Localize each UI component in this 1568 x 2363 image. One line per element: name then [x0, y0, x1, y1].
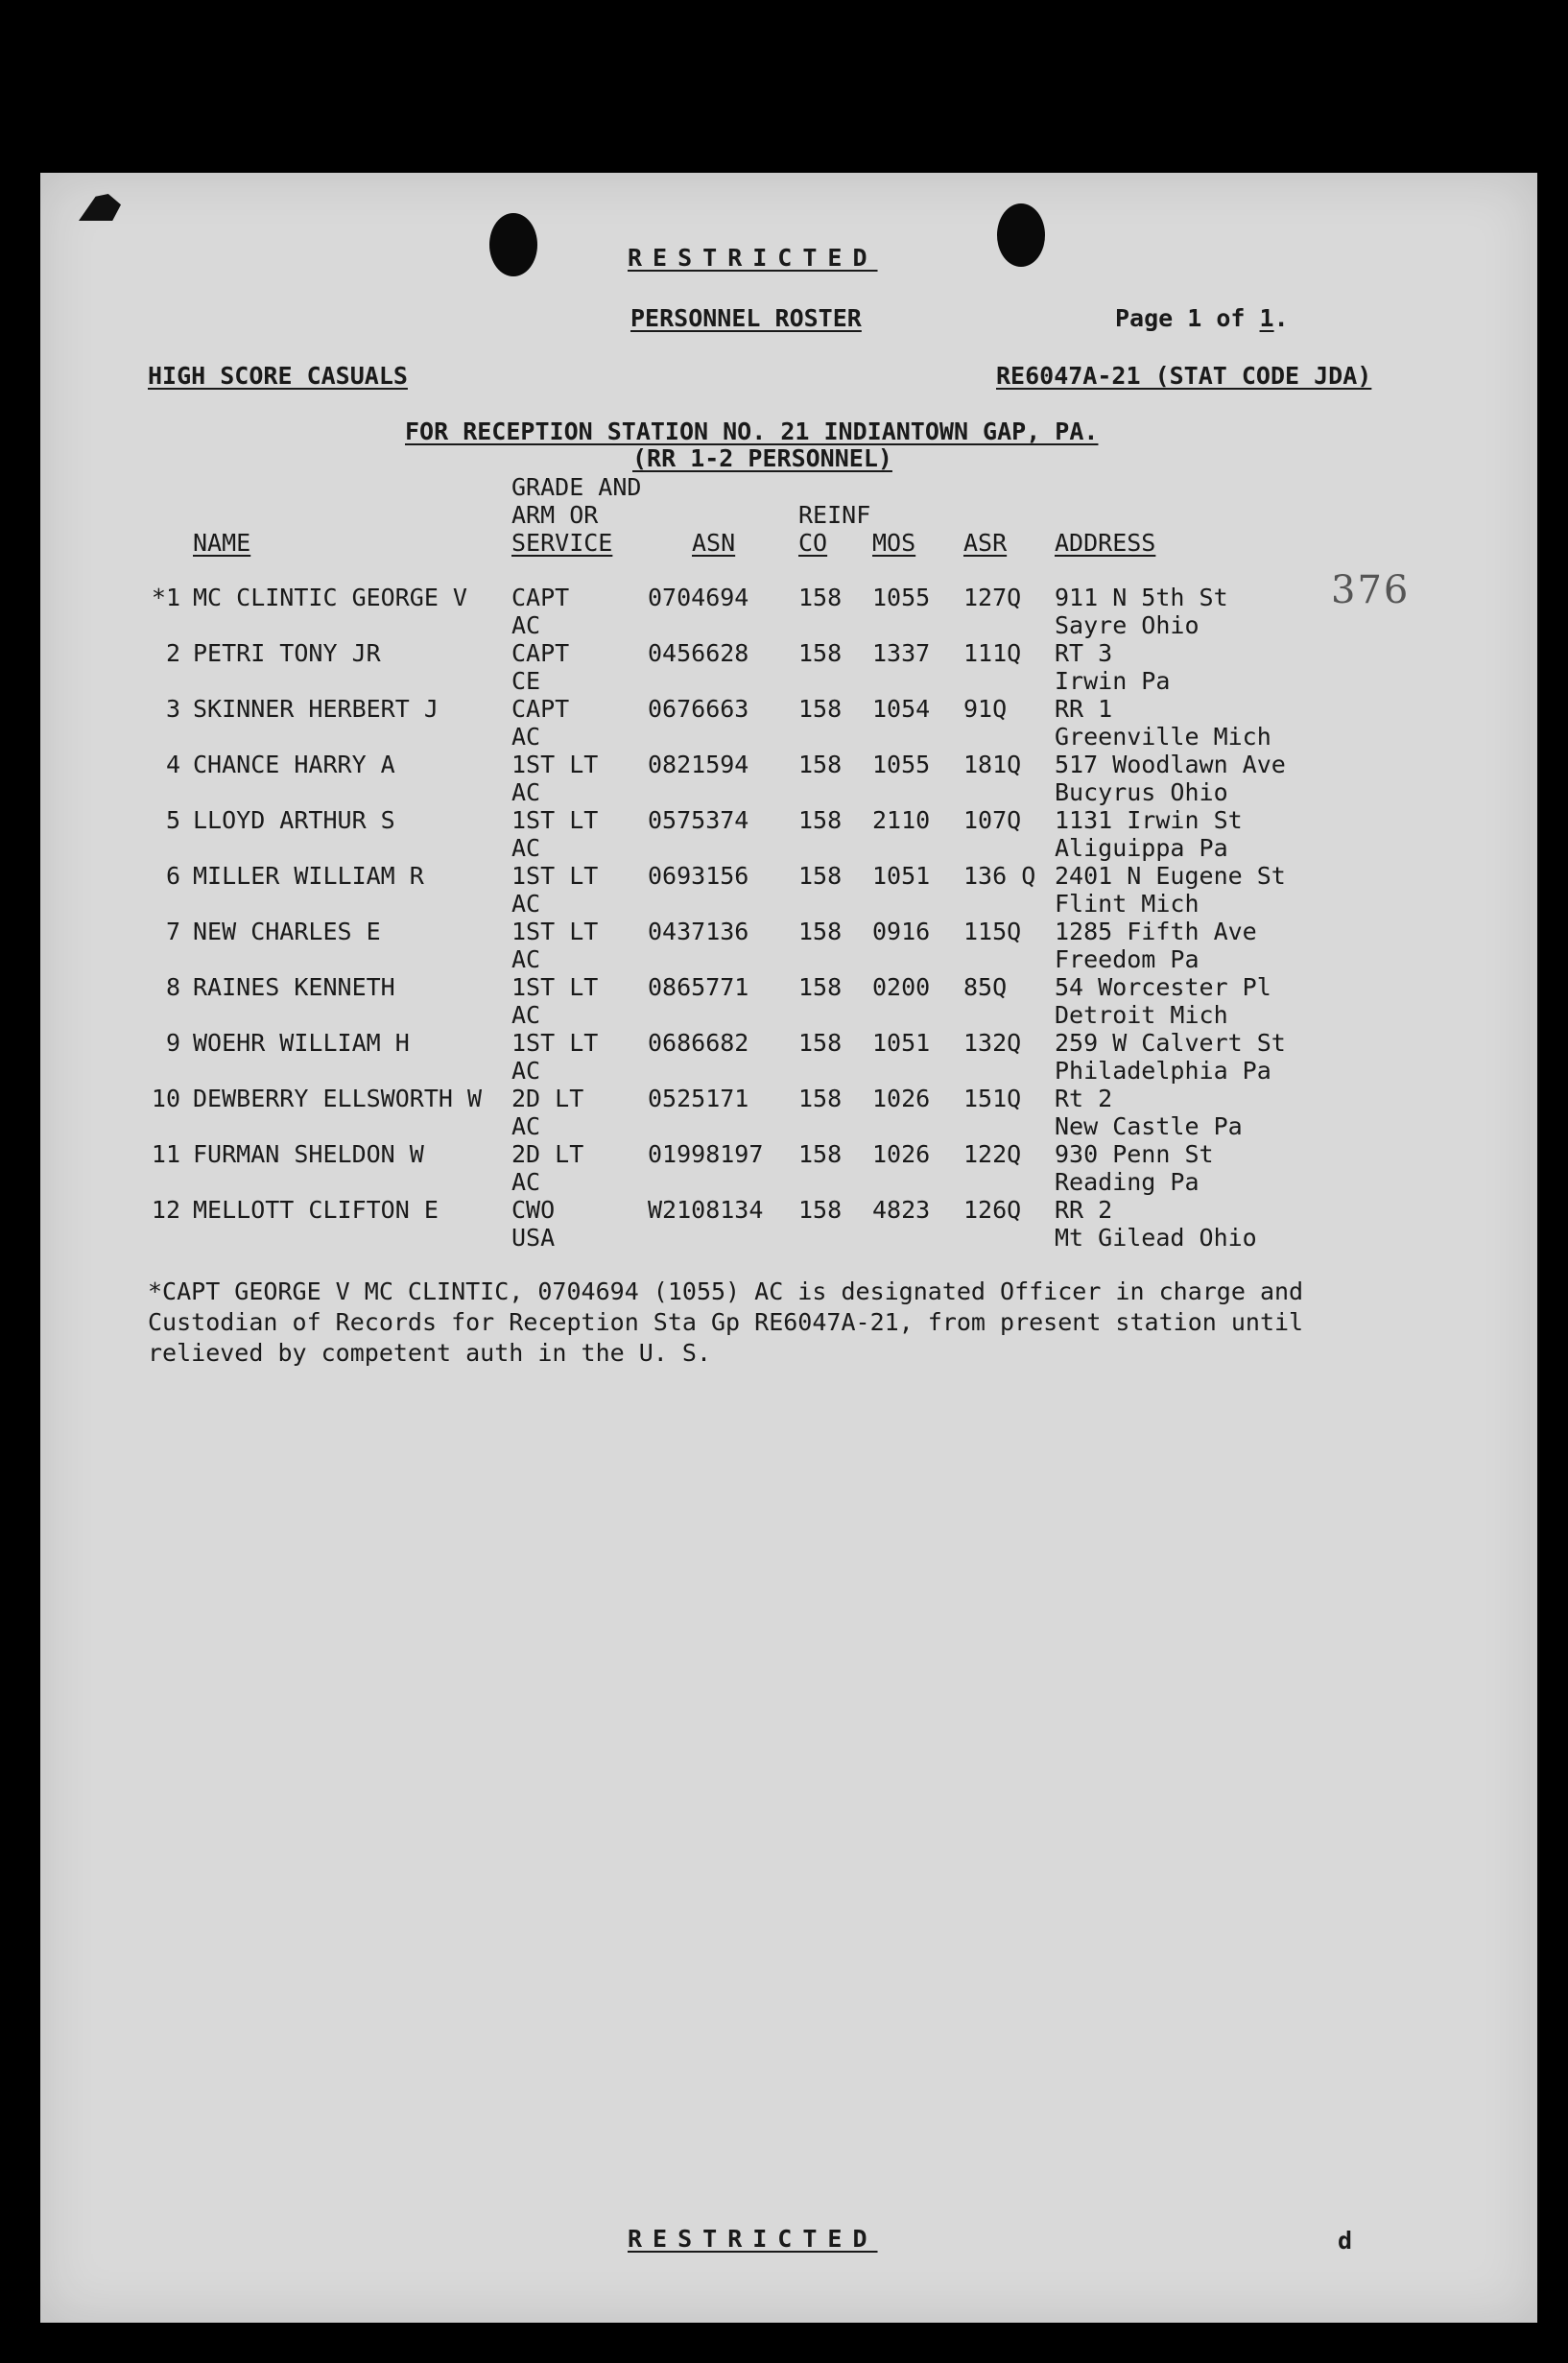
row-asn: 0575374: [648, 806, 749, 834]
row-arm: AC: [511, 834, 541, 862]
row-number: 4: [165, 751, 180, 778]
row-co: 158: [798, 862, 843, 890]
row-number: 5: [165, 806, 180, 834]
row-mos: 0916: [872, 918, 931, 945]
table-row: [40, 639, 1537, 695]
col-co: CO: [798, 529, 828, 557]
row-asr: 151Q: [963, 1085, 1022, 1112]
row-arm: AC: [511, 1112, 541, 1140]
row-address-line2: Bucyrus Ohio: [1055, 778, 1228, 806]
row-arm: AC: [511, 1001, 541, 1029]
row-address-line2: Detroit Mich: [1055, 1001, 1228, 1029]
footnote: *CAPT GEORGE V MC CLINTIC, 0704694 (1055) AC is designated Officer in charge and Custodian of Records for Reception Sta Gp RE6047A-21, from present station until relieved by competent auth in the U. S.: [148, 1277, 1304, 1367]
row-number: 6: [165, 862, 180, 890]
row-mos: 1054: [872, 695, 931, 723]
station-line: FOR RECEPTION STATION NO. 21 INDIANTOWN GAP, PA.: [405, 418, 1099, 445]
punch-hole-left: [489, 213, 537, 276]
row-number: 2: [165, 639, 180, 667]
row-address-line2: Philadelphia Pa: [1055, 1057, 1271, 1085]
row-address-line2: Greenville Mich: [1055, 723, 1271, 751]
row-mos: 1051: [872, 862, 931, 890]
row-number: 7: [165, 918, 180, 945]
row-asn: 0437136: [648, 918, 749, 945]
row-number: *1: [151, 584, 180, 611]
row-mos: 1026: [872, 1085, 931, 1112]
row-name: FURMAN SHELDON W: [193, 1140, 424, 1168]
row-address-line1: 2401 N Eugene St: [1055, 862, 1286, 890]
row-address-line2: Freedom Pa: [1055, 945, 1200, 973]
row-grade: 2D LT: [511, 1140, 584, 1168]
row-grade: 1ST LT: [511, 751, 599, 778]
col-grade-line2: ARM OR: [511, 501, 599, 529]
table-row: [40, 806, 1537, 862]
row-address-line1: RT 3: [1055, 639, 1113, 667]
row-co: 158: [798, 1140, 843, 1168]
row-address-line1: 259 W Calvert St: [1055, 1029, 1286, 1057]
row-mos: 0200: [872, 973, 931, 1001]
row-arm: AC: [511, 890, 541, 918]
row-grade: 1ST LT: [511, 973, 599, 1001]
row-address-line2: Aliguippa Pa: [1055, 834, 1228, 862]
row-asr: 181Q: [963, 751, 1022, 778]
row-address-line1: 54 Worcester Pl: [1055, 973, 1271, 1001]
table-row: [40, 862, 1537, 918]
row-number: 3: [165, 695, 180, 723]
row-address-line1: 1285 Fifth Ave: [1055, 918, 1257, 945]
roster-title: PERSONNEL ROSTER: [630, 304, 862, 332]
torn-corner: [79, 194, 121, 221]
corner-mark: d: [1338, 2227, 1353, 2255]
row-co: 158: [798, 973, 843, 1001]
col-asn: ASN: [692, 529, 736, 557]
table-row: [40, 1196, 1537, 1252]
col-reinf: REINF: [798, 501, 871, 529]
row-asr: 111Q: [963, 639, 1022, 667]
row-mos: 2110: [872, 806, 931, 834]
row-co: 158: [798, 918, 843, 945]
row-address-line2: Flint Mich: [1055, 890, 1200, 918]
row-number: 10: [151, 1085, 180, 1112]
row-name: LLOYD ARTHUR S: [193, 806, 395, 834]
row-asr: 91Q: [963, 695, 1008, 723]
row-arm: AC: [511, 611, 541, 639]
row-name: PETRI TONY JR: [193, 639, 381, 667]
row-address-line1: 911 N 5th St: [1055, 584, 1228, 611]
row-address-line2: Mt Gilead Ohio: [1055, 1224, 1257, 1252]
row-name: WOEHR WILLIAM H: [193, 1029, 410, 1057]
row-asn: 0525171: [648, 1085, 749, 1112]
row-address-line1: 517 Woodlawn Ave: [1055, 751, 1286, 778]
row-co: 158: [798, 1085, 843, 1112]
col-mos: MOS: [872, 529, 916, 557]
row-asr: 126Q: [963, 1196, 1022, 1224]
col-grade-line3: SERVICE: [511, 529, 613, 557]
row-co: 158: [798, 639, 843, 667]
page-total: 1: [1259, 304, 1274, 332]
row-mos: 1026: [872, 1140, 931, 1168]
table-row: [40, 973, 1537, 1029]
row-address-line2: Sayre Ohio: [1055, 611, 1200, 639]
row-co: 158: [798, 751, 843, 778]
row-arm: AC: [511, 945, 541, 973]
row-asr: 122Q: [963, 1140, 1022, 1168]
row-address-line1: 930 Penn St: [1055, 1140, 1214, 1168]
row-address-line1: RR 2: [1055, 1196, 1113, 1224]
col-asr: ASR: [963, 529, 1008, 557]
row-name: DEWBERRY ELLSWORTH W: [193, 1085, 483, 1112]
row-name: MELLOTT CLIFTON E: [193, 1196, 439, 1224]
row-address-line1: 1131 Irwin St: [1055, 806, 1243, 834]
row-address-line1: RR 1: [1055, 695, 1113, 723]
table-row: [40, 1140, 1537, 1196]
row-co: 158: [798, 806, 843, 834]
restricted-header: RESTRICTED: [628, 244, 878, 272]
row-number: 12: [151, 1196, 180, 1224]
row-arm: AC: [511, 723, 541, 751]
row-grade: 1ST LT: [511, 862, 599, 890]
row-asr: 85Q: [963, 973, 1008, 1001]
document-page: [40, 173, 1537, 2323]
row-grade: 1ST LT: [511, 1029, 599, 1057]
table-row: [40, 1085, 1537, 1140]
row-mos: 1337: [872, 639, 931, 667]
row-mos: 1055: [872, 584, 931, 611]
row-arm: USA: [511, 1224, 556, 1252]
row-arm: AC: [511, 1168, 541, 1196]
row-co: 158: [798, 695, 843, 723]
row-arm: AC: [511, 1057, 541, 1085]
right-code: RE6047A-21 (STAT CODE JDA): [996, 362, 1372, 390]
row-grade: CWO: [511, 1196, 556, 1224]
row-asn: W2108134: [648, 1196, 764, 1224]
row-asn: 0693156: [648, 862, 749, 890]
row-address-line1: Rt 2: [1055, 1085, 1113, 1112]
row-mos: 1055: [872, 751, 931, 778]
row-number: 8: [165, 973, 180, 1001]
row-asr: 107Q: [963, 806, 1022, 834]
table-row: [40, 584, 1537, 639]
page-label-text: Page 1 of: [1115, 304, 1246, 332]
col-grade-line1: GRADE AND: [511, 473, 642, 501]
row-name: SKINNER HERBERT J: [193, 695, 439, 723]
row-co: 158: [798, 1029, 843, 1057]
row-name: CHANCE HARRY A: [193, 751, 395, 778]
row-grade: 1ST LT: [511, 806, 599, 834]
row-asn: 01998197: [648, 1140, 764, 1168]
row-grade: 1ST LT: [511, 918, 599, 945]
row-arm: AC: [511, 778, 541, 806]
row-name: MILLER WILLIAM R: [193, 862, 424, 890]
row-asn: 0704694: [648, 584, 749, 611]
table-row: [40, 1029, 1537, 1085]
row-asn: 0865771: [648, 973, 749, 1001]
row-mos: 1051: [872, 1029, 931, 1057]
row-asn: 0676663: [648, 695, 749, 723]
row-name: MC CLINTIC GEORGE V: [193, 584, 467, 611]
row-asr: 136 Q: [963, 862, 1036, 890]
row-address-line2: Irwin Pa: [1055, 667, 1171, 695]
punch-hole-right: [997, 203, 1045, 267]
row-asr: 115Q: [963, 918, 1022, 945]
row-asr: 132Q: [963, 1029, 1022, 1057]
row-co: 158: [798, 1196, 843, 1224]
row-asn: 0456628: [648, 639, 749, 667]
row-number: 9: [165, 1029, 180, 1057]
table-row: [40, 918, 1537, 973]
row-address-line2: New Castle Pa: [1055, 1112, 1243, 1140]
page-label: Page 1 of 1.: [1115, 304, 1289, 332]
col-address: ADDRESS: [1055, 529, 1156, 557]
row-asr: 127Q: [963, 584, 1022, 611]
col-name: NAME: [193, 529, 251, 557]
row-arm: CE: [511, 667, 541, 695]
row-grade: 2D LT: [511, 1085, 584, 1112]
table-row: [40, 751, 1537, 806]
row-co: 158: [798, 584, 843, 611]
left-heading: HIGH SCORE CASUALS: [148, 362, 408, 390]
row-name: NEW CHARLES E: [193, 918, 381, 945]
row-mos: 4823: [872, 1196, 931, 1224]
row-asn: 0821594: [648, 751, 749, 778]
table-row: [40, 695, 1537, 751]
row-address-line2: Reading Pa: [1055, 1168, 1200, 1196]
row-name: RAINES KENNETH: [193, 973, 395, 1001]
row-number: 11: [151, 1140, 180, 1168]
restricted-footer: RESTRICTED: [628, 2225, 878, 2253]
row-grade: CAPT: [511, 584, 570, 611]
row-asn: 0686682: [648, 1029, 749, 1057]
row-grade: CAPT: [511, 639, 570, 667]
margin-number: 376: [1331, 568, 1411, 612]
sub-line: (RR 1-2 PERSONNEL): [632, 444, 892, 472]
row-grade: CAPT: [511, 695, 570, 723]
